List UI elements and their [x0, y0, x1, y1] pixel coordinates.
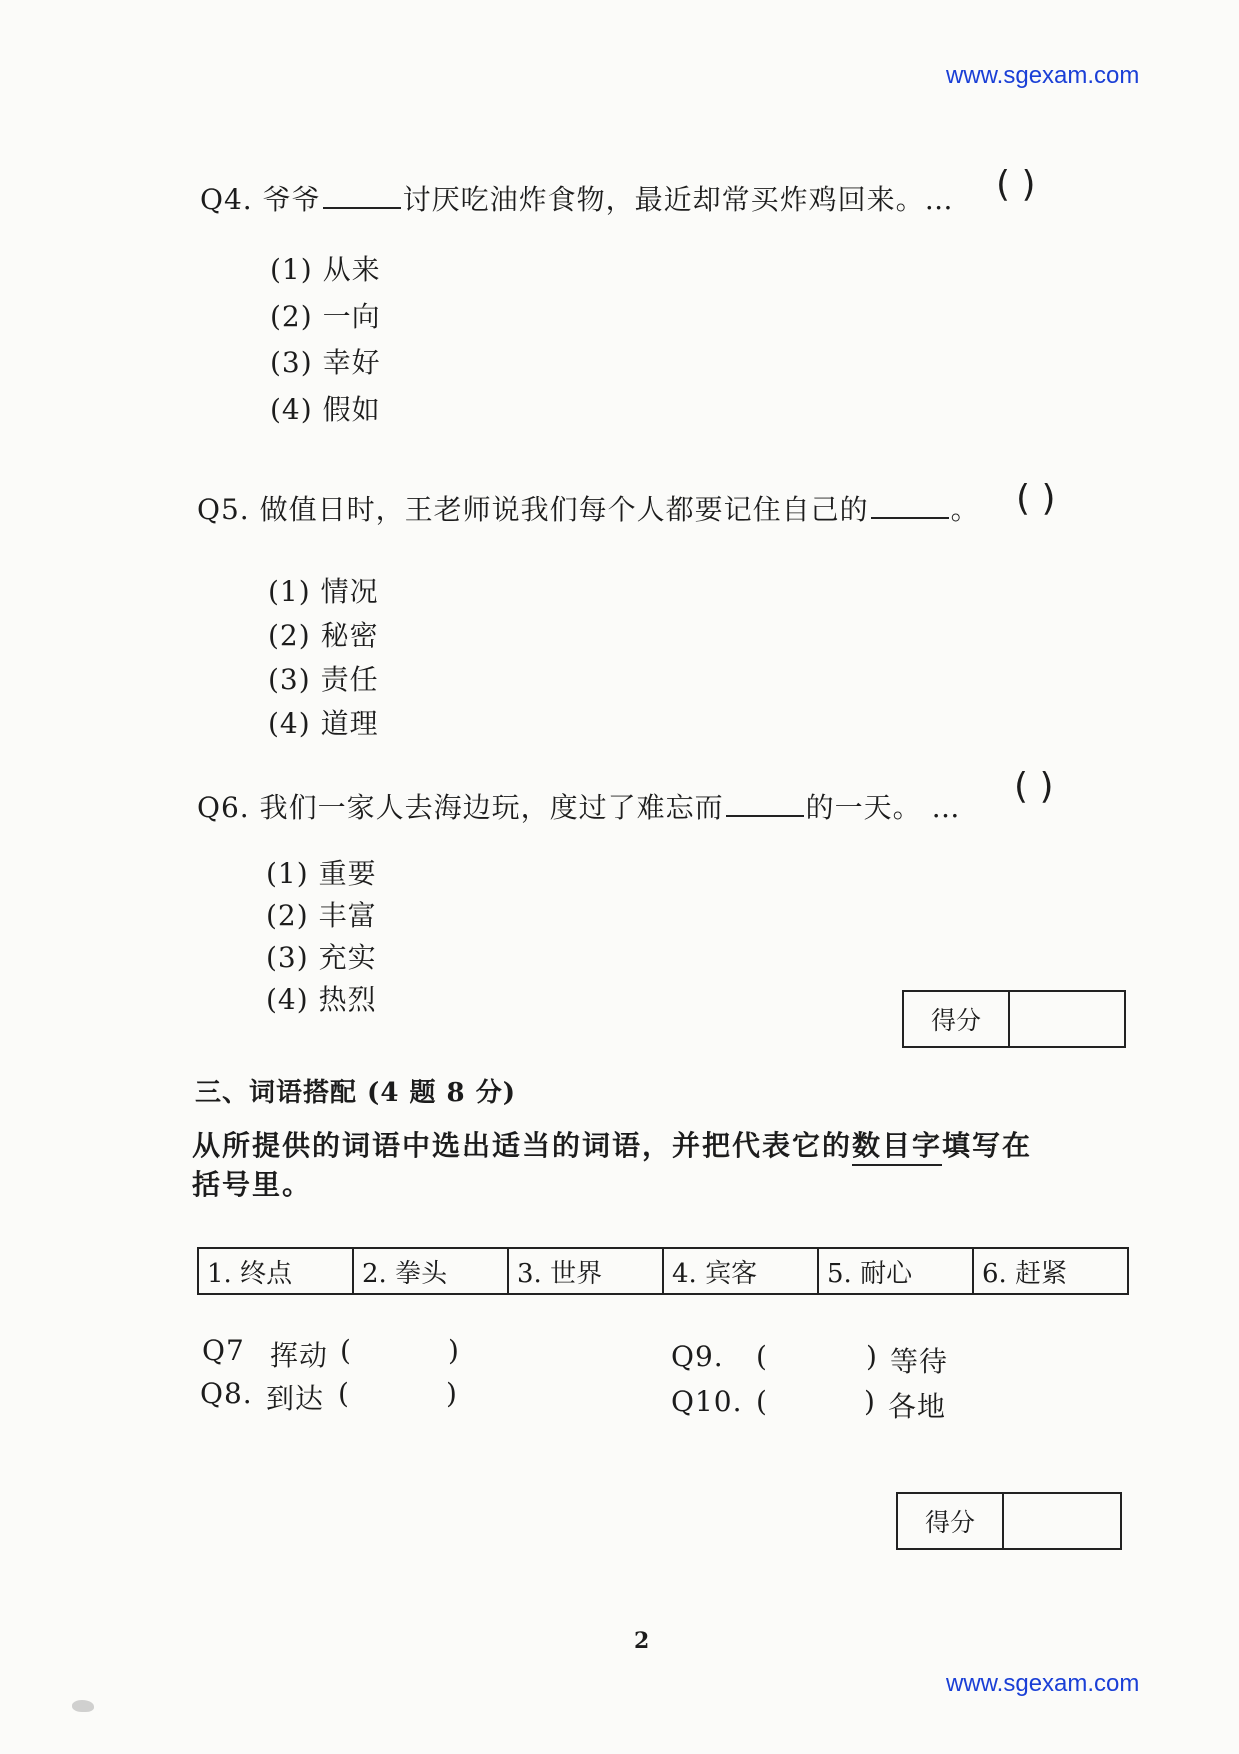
question-4-option-3: (3) 幸好	[270, 346, 381, 379]
question-6-blank[interactable]	[726, 814, 804, 817]
question-5-text-after: 。	[950, 493, 980, 526]
question-7-answer-field[interactable]	[350, 1334, 450, 1368]
watermark-bottom: www.sgexam.com	[946, 1670, 1140, 1697]
question-5-option-2: (2) 秘密	[268, 619, 379, 652]
question-8-answer-field[interactable]	[350, 1377, 450, 1411]
question-6-answer-parens[interactable]: ( )	[1014, 766, 1054, 807]
word-bank-item: 6. 赶紧	[982, 1258, 1068, 1289]
question-5-option-1: (1) 情况	[268, 575, 379, 608]
question-10-paren-open: (	[756, 1385, 768, 1418]
word-bank-item: 5. 耐心	[819, 1249, 974, 1293]
question-4-text-after: 讨厌吃油炸食物，最近却常买炸鸡回来。…	[402, 183, 954, 216]
score-box-2	[896, 1492, 1122, 1550]
section-3-instruction-line-2: 括号里。	[192, 1168, 313, 1201]
question-5-option-3: (3) 责任	[268, 663, 379, 696]
question-9-word: 等待	[890, 1345, 949, 1378]
question-8-word: 到达	[266, 1382, 325, 1415]
word-bank-item: 2. 拳头	[354, 1249, 509, 1293]
word-bank-item: 3. 世界	[509, 1249, 664, 1293]
scan-smudge	[72, 1700, 94, 1712]
question-9-label: Q9.	[671, 1340, 724, 1373]
question-6-option-4: (4) 热烈	[266, 983, 377, 1016]
question-5-text-before: 做值日时，王老师说我们每个人都要记住自己的	[259, 493, 869, 526]
question-5	[197, 488, 980, 528]
section-3-instruction-underlined: 数目字	[852, 1129, 942, 1166]
question-6-option-3: (3) 充实	[266, 941, 377, 974]
question-4-text-before: 爷爷	[262, 183, 321, 216]
question-9-paren-close: )	[866, 1340, 878, 1373]
question-6-option-2: (2) 丰富	[266, 899, 377, 932]
word-bank-item: 4. 宾客	[664, 1249, 819, 1293]
question-4-option-4: (4) 假如	[270, 393, 381, 426]
section-3-title: 三、词语搭配 (4 题 8 分)	[195, 1078, 516, 1108]
question-5-blank[interactable]	[871, 516, 949, 519]
word-bank-table	[197, 1247, 1129, 1295]
question-6-text-before: 我们一家人去海边玩，度过了难忘而	[259, 791, 724, 824]
question-6	[197, 786, 961, 826]
question-8-paren-open: (	[338, 1377, 350, 1410]
question-4-answer-parens[interactable]: ( )	[996, 164, 1036, 205]
question-7-word: 挥动	[270, 1339, 329, 1372]
question-7-paren-open: (	[340, 1334, 352, 1367]
score-box-2-value[interactable]	[1004, 1494, 1120, 1548]
question-5-label: Q5.	[197, 493, 250, 526]
question-7-label: Q7	[202, 1334, 245, 1367]
question-4-blank[interactable]	[323, 206, 401, 209]
question-4-label: Q4.	[200, 183, 253, 216]
score-box-1-value[interactable]	[1010, 992, 1124, 1046]
question-10-paren-close: )	[864, 1385, 876, 1418]
question-6-option-1: (1) 重要	[266, 857, 377, 890]
word-bank-item: 1. 终点	[199, 1249, 354, 1293]
question-4-option-1: (1) 从来	[270, 253, 381, 286]
watermark-top: www.sgexam.com	[946, 62, 1140, 89]
question-5-option-4: (4) 道理	[268, 707, 379, 740]
question-9-answer-field[interactable]	[770, 1340, 868, 1374]
section-3-instruction	[192, 1124, 1032, 1164]
question-8-paren-close: )	[446, 1377, 458, 1410]
question-4	[200, 178, 954, 218]
question-7-paren-close: )	[448, 1334, 460, 1367]
question-10-label: Q10.	[671, 1385, 743, 1418]
question-6-label: Q6.	[197, 791, 250, 824]
section-3-instruction-after: 填写在	[942, 1129, 1033, 1162]
question-5-answer-parens[interactable]: ( )	[1016, 478, 1056, 519]
question-4-option-2: (2) 一向	[270, 300, 381, 333]
question-9-paren-open: (	[756, 1340, 768, 1373]
question-10-answer-field[interactable]	[770, 1385, 868, 1419]
section-3-instruction-before: 从所提供的词语中选出适当的词语，并把代表它的	[192, 1129, 853, 1162]
score-box-1	[902, 990, 1126, 1048]
question-8-label: Q8.	[200, 1377, 253, 1410]
question-6-text-after: 的一天。 …	[805, 791, 961, 824]
score-box-1-label: 得分	[904, 992, 1010, 1046]
page-number: 2	[634, 1628, 650, 1654]
score-box-2-label: 得分	[898, 1494, 1004, 1548]
question-10-word: 各地	[888, 1390, 947, 1423]
